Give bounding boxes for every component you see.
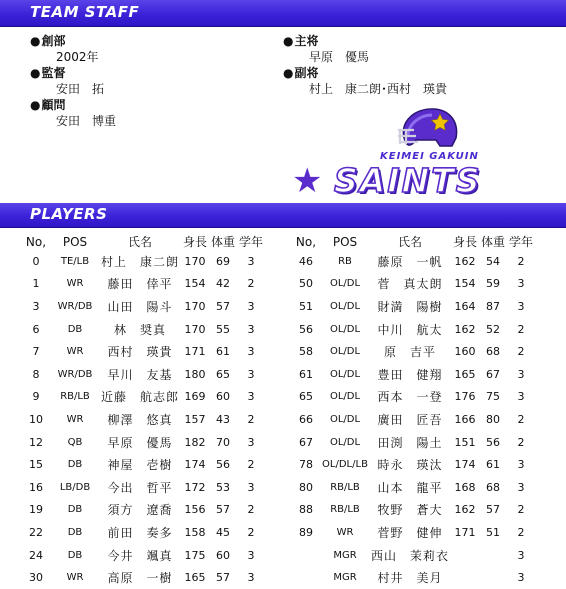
player-grade: 3 [517, 571, 525, 585]
table-row [292, 250, 536, 273]
player-no: 6 [32, 322, 40, 336]
player-grade: 2 [517, 525, 525, 539]
player-pos: DB [67, 504, 83, 516]
player-height: 174 [184, 458, 206, 472]
player-height: 172 [184, 480, 206, 494]
player-weight: 68 [486, 345, 500, 359]
player-height: 171 [184, 345, 206, 359]
player-weight: 57 [216, 503, 230, 517]
vice-captain-value: 村上 康二朗･西村 瑛貴 [309, 82, 448, 96]
player-name: 今井 颯真 [107, 548, 173, 563]
player-weight: 61 [216, 345, 230, 359]
player-grade: 3 [247, 322, 255, 336]
table-row [292, 363, 536, 386]
player-pos: RB [338, 255, 352, 267]
player-name: 藤田 倖平 [107, 277, 173, 292]
player-weight: 57 [216, 299, 230, 313]
player-name: 早川 友基 [107, 367, 173, 382]
player-weight: 60 [216, 548, 230, 562]
player-grade: 2 [247, 458, 255, 472]
player-grade: 3 [247, 435, 255, 449]
player-name: 西本 一登 [377, 390, 443, 405]
player-weight: 87 [486, 299, 500, 313]
player-no: 30 [29, 571, 43, 585]
player-name: 近藤 航志郎 [100, 390, 179, 405]
table-row [22, 408, 266, 431]
player-no: 19 [29, 503, 43, 517]
player-weight: 60 [216, 390, 230, 404]
player-pos: OL/DL/LB [322, 459, 368, 471]
player-height: 171 [454, 525, 476, 539]
player-grade: 2 [517, 503, 525, 517]
director-label: ● 監督 [30, 65, 116, 81]
player-grade: 3 [517, 367, 525, 381]
player-height: 169 [184, 390, 206, 404]
player-pos: OL/DL [329, 436, 361, 448]
player-pos: RB/LB [330, 481, 360, 493]
player-pos: WR/DB [57, 368, 93, 380]
player-grade: 3 [517, 480, 525, 494]
player-height: 175 [184, 548, 206, 562]
table-row [292, 340, 536, 363]
player-weight [480, 544, 506, 567]
player-height: 170 [184, 254, 206, 268]
player-weight: 56 [486, 435, 500, 449]
table-row [22, 521, 266, 544]
player-height: 162 [454, 503, 476, 517]
player-height: 170 [184, 299, 206, 313]
player-no: 7 [32, 345, 40, 359]
player-height: 151 [454, 435, 476, 449]
player-height: 162 [454, 322, 476, 336]
player-no: 50 [299, 277, 313, 291]
player-height [450, 544, 480, 567]
player-height: 160 [454, 345, 476, 359]
player-pos: WR [66, 572, 84, 584]
player-weight: 61 [486, 458, 500, 472]
player-no: 1 [32, 277, 40, 291]
table-row [22, 363, 266, 386]
table-row [292, 273, 536, 296]
player-no: 15 [29, 458, 43, 472]
player-name: 豊田 健翔 [377, 367, 443, 382]
player-name: 山本 龍平 [377, 480, 443, 495]
roster-table-left [22, 233, 266, 589]
table-row [292, 318, 536, 341]
player-grade: 3 [247, 571, 255, 585]
player-no: 78 [299, 458, 313, 472]
player-weight: 70 [216, 435, 230, 449]
player-grade: 2 [247, 525, 255, 539]
table-row [22, 476, 266, 499]
player-grade: 2 [247, 277, 255, 291]
player-name: 原 吉平 [383, 345, 436, 360]
table-row [22, 318, 266, 341]
player-height: 174 [454, 458, 476, 472]
player-pos: WR [66, 346, 84, 358]
player-name: 林 奨真 [113, 322, 166, 337]
player-pos: OL/DL [329, 368, 361, 380]
player-name: 今出 哲平 [107, 480, 173, 495]
player-pos: DB [67, 526, 83, 538]
table-row [292, 544, 536, 567]
player-no: 58 [299, 345, 313, 359]
team-staff-header [0, 0, 566, 27]
player-height [450, 566, 480, 589]
player-no: 12 [29, 435, 43, 449]
player-weight [480, 566, 506, 589]
header-name: 氏名 [127, 235, 152, 249]
table-row [22, 499, 266, 522]
player-weight: 53 [216, 480, 230, 494]
header-grade: 学年 [508, 235, 533, 249]
player-height: 154 [184, 277, 206, 291]
table-row [22, 386, 266, 409]
table-row [22, 295, 266, 318]
player-height: 157 [184, 412, 206, 426]
player-no [292, 566, 320, 589]
player-no: 65 [299, 390, 313, 404]
helmet-icon [396, 106, 462, 154]
header-height: 身長 [452, 235, 477, 249]
table-row [292, 499, 536, 522]
player-grade: 3 [247, 367, 255, 381]
school-name: KEIMEI GAKUIN [380, 151, 479, 162]
player-name: 菅野 健伸 [377, 525, 443, 540]
player-name: 時永 瑛汰 [377, 458, 443, 473]
advisor-value: 安田 博重 [56, 114, 117, 128]
player-weight: 57 [216, 571, 230, 585]
header-pos: POS [62, 234, 88, 249]
player-pos: TE/LB [60, 255, 90, 267]
team-name: SAINTS [334, 161, 482, 200]
player-no: 16 [29, 480, 43, 494]
player-weight: 43 [216, 412, 230, 426]
table-row [292, 431, 536, 454]
player-name: 神屋 壱樹 [107, 458, 173, 473]
player-grade: 3 [247, 345, 255, 359]
staff-left-column [30, 33, 116, 129]
saints-logo [292, 106, 532, 201]
player-pos: OL/DL [329, 346, 361, 358]
player-pos: OL/DL [329, 323, 361, 335]
player-weight: 67 [486, 367, 500, 381]
player-no: 3 [32, 299, 40, 313]
player-weight: 54 [486, 254, 500, 268]
player-weight: 59 [486, 277, 500, 291]
player-no: 24 [29, 548, 43, 562]
player-pos: WR [336, 526, 354, 538]
player-pos: OL/DL [329, 391, 361, 403]
player-name: 藤原 一帆 [377, 254, 443, 269]
player-pos: RB/LB [60, 391, 90, 403]
table-row [292, 476, 536, 499]
player-height: 154 [454, 277, 476, 291]
player-no: 66 [299, 412, 313, 426]
table-row [292, 295, 536, 318]
player-name: 高原 一樹 [107, 571, 173, 586]
player-height: 166 [454, 412, 476, 426]
player-name: 村井 美月 [377, 571, 443, 586]
player-pos: LB/DB [59, 481, 91, 493]
player-weight: 52 [486, 322, 500, 336]
player-weight: 55 [216, 322, 230, 336]
player-no: 56 [299, 322, 313, 336]
logo-star-icon: ★ [292, 161, 323, 201]
player-name: 中川 航太 [377, 322, 443, 337]
roster-table-right [292, 233, 536, 589]
player-name: 須方 遼喬 [107, 503, 173, 518]
founded-label: ● 創部 [30, 33, 116, 49]
player-no: 88 [299, 503, 313, 517]
table-row [292, 566, 536, 589]
player-no: 80 [299, 480, 313, 494]
player-height: 170 [184, 322, 206, 336]
player-grade: 2 [247, 412, 255, 426]
player-grade: 3 [517, 390, 525, 404]
player-name: 財満 陽樹 [377, 299, 443, 314]
player-weight: 51 [486, 525, 500, 539]
player-no: 51 [299, 299, 313, 313]
table-row [292, 408, 536, 431]
player-grade: 2 [517, 254, 525, 268]
player-no: 46 [299, 254, 313, 268]
player-grade: 3 [247, 390, 255, 404]
player-height: 165 [454, 367, 476, 381]
table-row [292, 386, 536, 409]
player-pos: OL/DL [329, 300, 361, 312]
staff-right-column [283, 33, 447, 97]
player-pos: QB [67, 436, 83, 448]
director-value: 安田 拓 [56, 82, 105, 96]
player-height: 162 [454, 254, 476, 268]
player-pos: WR [66, 413, 84, 425]
player-name: 牧野 蒼大 [377, 503, 443, 518]
player-pos: DB [67, 459, 83, 471]
header-no: No, [25, 234, 47, 249]
player-no: 61 [299, 367, 313, 381]
player-weight: 69 [216, 254, 230, 268]
player-pos: OL/DL [329, 278, 361, 290]
player-pos: DB [67, 549, 83, 561]
advisor-label: ● 顧問 [30, 97, 116, 113]
player-height: 165 [184, 571, 206, 585]
team-staff-title: TEAM STAFF [30, 3, 140, 21]
table-row [292, 521, 536, 544]
player-no: 22 [29, 525, 43, 539]
player-weight: 75 [486, 390, 500, 404]
player-height: 164 [454, 299, 476, 313]
header-name: 氏名 [397, 235, 422, 249]
player-weight: 68 [486, 480, 500, 494]
table-row [292, 453, 536, 476]
table-header-row [22, 233, 266, 250]
table-row [22, 453, 266, 476]
player-height: 168 [454, 480, 476, 494]
player-height: 158 [184, 525, 206, 539]
player-grade: 2 [517, 322, 525, 336]
captain-value: 早原 優馬 [309, 50, 370, 64]
player-grade: 3 [247, 548, 255, 562]
founded-value: 2002年 [56, 50, 99, 64]
player-name: 田渕 陽土 [377, 435, 443, 450]
player-height: 156 [184, 503, 206, 517]
player-grade: 3 [517, 299, 525, 313]
player-height: 180 [184, 367, 206, 381]
player-weight: 57 [486, 503, 500, 517]
player-weight: 65 [216, 367, 230, 381]
player-pos: WR [66, 278, 84, 290]
player-grade: 3 [247, 254, 255, 268]
table-row [22, 250, 266, 273]
player-height: 182 [184, 435, 206, 449]
player-weight: 42 [216, 277, 230, 291]
player-grade: 3 [517, 458, 525, 472]
player-name: 村上 康二朗 [100, 254, 179, 269]
player-pos: MGR [333, 572, 357, 584]
header-height: 身長 [182, 235, 207, 249]
player-no: 67 [299, 435, 313, 449]
players-title: PLAYERS [30, 205, 108, 223]
player-name: 山田 陽斗 [107, 299, 173, 314]
player-grade: 2 [517, 412, 525, 426]
header-grade: 学年 [238, 235, 263, 249]
player-no [292, 544, 320, 567]
player-pos: RB/LB [330, 504, 360, 516]
player-name: 早原 優馬 [107, 435, 173, 450]
header-no: No, [295, 234, 317, 249]
player-pos: DB [67, 323, 83, 335]
player-grade: 3 [517, 277, 525, 291]
player-name: 廣田 匠吾 [377, 412, 443, 427]
player-no: 10 [29, 412, 43, 426]
table-row [22, 431, 266, 454]
header-weight: 体重 [480, 235, 505, 249]
player-weight: 45 [216, 525, 230, 539]
player-grade: 3 [517, 548, 525, 562]
player-no: 0 [32, 254, 40, 268]
player-pos: MGR [333, 549, 357, 561]
player-grade: 2 [517, 345, 525, 359]
player-name: 柳澤 悠真 [107, 412, 173, 427]
table-row [22, 544, 266, 567]
player-name: 前田 奏多 [107, 525, 173, 540]
player-pos: WR/DB [57, 300, 93, 312]
vice-captain-label: ● 副将 [283, 65, 447, 81]
player-pos: OL/DL [329, 413, 361, 425]
player-weight: 80 [486, 412, 500, 426]
player-no: 9 [32, 390, 40, 404]
player-weight: 56 [216, 458, 230, 472]
table-row [22, 566, 266, 589]
header-pos: POS [332, 234, 358, 249]
player-height: 176 [454, 390, 476, 404]
player-grade: 2 [247, 503, 255, 517]
player-grade: 3 [247, 480, 255, 494]
player-grade: 2 [517, 435, 525, 449]
header-weight: 体重 [210, 235, 235, 249]
player-grade: 3 [247, 299, 255, 313]
player-name: 西村 瑛貴 [107, 345, 173, 360]
player-name: 菅 真太朗 [377, 277, 443, 292]
table-row [22, 273, 266, 296]
table-header-row [292, 233, 536, 250]
captain-label: ● 主将 [283, 33, 447, 49]
player-no: 89 [299, 525, 313, 539]
player-name: 西山 茉莉衣 [370, 548, 449, 563]
players-header [0, 203, 566, 228]
player-no: 8 [32, 367, 40, 381]
table-row [22, 340, 266, 363]
